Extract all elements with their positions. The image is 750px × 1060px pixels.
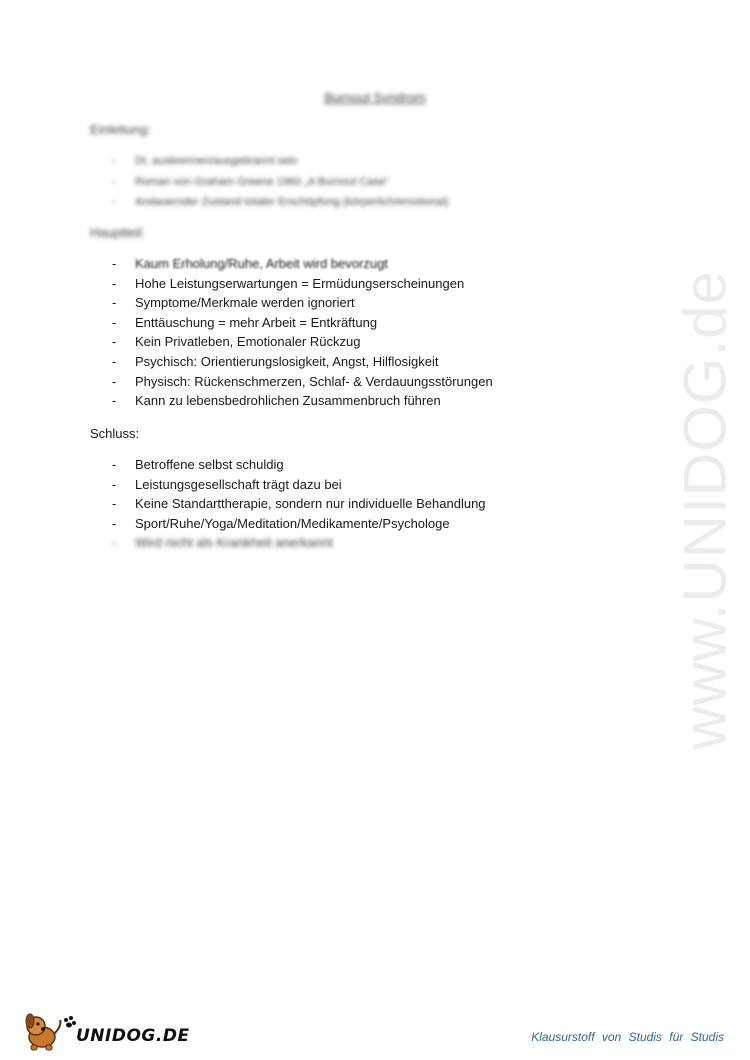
list-item bbox=[112, 391, 493, 411]
bullet-dash: - bbox=[112, 496, 117, 512]
list-item-text: Keine Standarttherapie, sondern nur individuelle Behandlung bbox=[135, 496, 486, 512]
bullet-dash: - bbox=[112, 256, 117, 271]
section-label-einleitung: Einleitung: bbox=[90, 122, 151, 137]
list-item-text: Psychisch: Orientierungslosigkeit, Angst, Hilflosigkeit bbox=[135, 353, 439, 369]
list-item-text: Dt. ausbrennen/ausgebrannt sein bbox=[135, 155, 298, 167]
unidog-logo bbox=[22, 1012, 190, 1052]
list-item-text: Kaum Erholung/Ruhe, Arbeit wird bevorzugt bbox=[135, 256, 388, 271]
document-title: Burnout Syndrom bbox=[324, 90, 426, 105]
list-item-text: Enttäuschung = mehr Arbeit = Entkräftung bbox=[135, 314, 378, 330]
list-item-text: Kann zu lebensbedrohlichen Zusammenbruch führen bbox=[135, 393, 441, 409]
section-label-schluss: Schluss: bbox=[90, 426, 140, 441]
list-item-text: Andauernder Zustand totaler Erschöpfung (körperlich/emotional) bbox=[135, 196, 449, 208]
list-item-text: Leistungsgesellschaft trägt dazu bei bbox=[135, 476, 342, 492]
bullet-dash: - bbox=[112, 175, 116, 188]
section-label-hauptteil: Hauptteil: bbox=[90, 225, 145, 240]
list-item bbox=[112, 514, 486, 534]
bullet-dash: - bbox=[112, 353, 117, 369]
list-item bbox=[112, 455, 486, 475]
bullet-dash: - bbox=[112, 457, 117, 472]
bullet-dash: - bbox=[112, 373, 117, 389]
list-hauptteil bbox=[112, 254, 493, 411]
bullet-dash: - bbox=[112, 535, 117, 551]
bullet-dash: - bbox=[112, 515, 117, 531]
bullet-dash: - bbox=[112, 275, 117, 291]
list-item-text: Wird nicht als Krankheit anerkannt bbox=[135, 535, 333, 551]
bullet-dash: - bbox=[112, 393, 117, 409]
list-item bbox=[112, 192, 449, 213]
list-item bbox=[112, 274, 493, 294]
list-einleitung bbox=[112, 151, 449, 213]
list-item bbox=[112, 372, 493, 392]
bullet-dash: - bbox=[112, 476, 117, 492]
list-item bbox=[112, 475, 486, 495]
list-item bbox=[112, 494, 486, 514]
logo-text: UNIDOG.DE bbox=[76, 1026, 190, 1046]
list-item bbox=[112, 533, 486, 553]
list-item bbox=[112, 151, 449, 172]
watermark: www.UNIDOG.de bbox=[671, 270, 739, 750]
bullet-dash: - bbox=[112, 314, 117, 330]
list-item bbox=[112, 254, 493, 274]
footer-tagline: Klausurstoff von Studis für Studis bbox=[531, 1030, 724, 1044]
list-item bbox=[112, 332, 493, 352]
dog-mascot-icon bbox=[22, 1012, 78, 1052]
list-item-text: Symptome/Merkmale werden ignoriert bbox=[135, 295, 355, 311]
list-item bbox=[112, 313, 493, 333]
list-schluss bbox=[112, 455, 486, 553]
list-item-text: Hohe Leistungserwartungen = Ermüdungserscheinungen bbox=[135, 275, 465, 291]
list-item bbox=[112, 172, 449, 193]
list-item-text: Sport/Ruhe/Yoga/Meditation/Medikamente/Psychologe bbox=[135, 515, 450, 531]
list-item bbox=[112, 293, 493, 313]
bullet-dash: - bbox=[112, 334, 117, 350]
list-item-text: Kein Privatleben, Emotionaler Rückzug bbox=[135, 334, 361, 350]
bullet-dash: - bbox=[112, 155, 116, 167]
list-item-text: Physisch: Rückenschmerzen, Schlaf- & Verdauungsstörungen bbox=[135, 373, 493, 389]
bullet-dash: - bbox=[112, 196, 116, 208]
bullet-dash: - bbox=[112, 295, 117, 311]
list-item-text: Betroffene selbst schuldig bbox=[135, 457, 284, 472]
list-item-text: Roman von Graham Greene 1960 „A Burnout Case“ bbox=[135, 175, 389, 188]
list-item bbox=[112, 352, 493, 372]
